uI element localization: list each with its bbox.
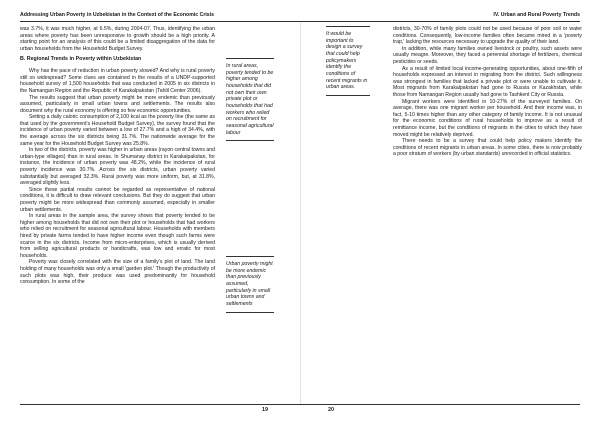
- left-page-body: [20, 26, 215, 286]
- section-heading: B. Regional Trends in Poverty within Uzbekistan: [20, 56, 142, 63]
- paragraph: Migrant workers were identified in 10-27% of the surveyed families. On average, there was one migrant worker per household. And their income was, in fact, 5-10 times higher than any other category of family income. It is not unusual for the economic conditions of rural households to improve as a result of remittance income, but the conditions of migrants in the cities to which they have moved might be relatively deprived.: [393, 98, 582, 138]
- page-number-right: 20: [328, 407, 334, 413]
- paragraph: Setting a daily caloric consumption of 2,100 kcal as the poverty line (the same as that used by the government's Household Budget Survey), the survey found that the incidence of urban poverty varied between a low of 27.7% and a high of 34.4%, with the average across the six districts being 31.7%. The nationwide average for the same year for the Household Budget Survey was 25.8%.: [20, 114, 215, 147]
- paragraph: As a result of limited local income-generating opportunities, about one-fifth of households expressed an interest in migrating from the district. Such willingness was strongest in families that lacked a private plot or were unable to cultivate it. Most migrants from Karakalpakstan had gone to Russia or Kazakhstan, while those from Namangan Region usually had gone to Tashkent City or Russia.: [393, 65, 582, 98]
- paragraph: was 3.7%, it was much higher, at 6.5%, during 2004-07. Thus, identifying the urban areas where poverty has been unresponsive to growth should be a high priority. A starting point for an analysis of this could be a limited disaggregation of the data for urban households from the Household Budget Survey.: [20, 26, 215, 52]
- paragraph: Why has the pace of reduction in urban poverty slowed? And why is rural poverty still so widespread? Some clues are contained in the results of a UNDP-supported household survey of 1,500 households that was conducted in 2005 in six districts in the Namangan Region and the Republic of Karakalpakstan (Tahlil Center 2006).: [20, 68, 215, 94]
- paragraph: In rural areas in the sample area, the survey shows that poverty tended to be higher among households that did not own their plot or households that had workers who relied on recruitment for seasonal agricultural labour. Households with members hired by private farms tended to have higher income even though such farms were scarce in the six districts. Income from micro-enterprises, which is usually derived from selling agricultural products or handicrafts, was low and erratic for most households.: [20, 213, 215, 259]
- page-number-left: 19: [262, 407, 268, 413]
- paragraph: Poverty was closely correlated with the size of a family's plot of land. The land holding of many households was only a small 'garden plot.' Though the productivity of such plots was high, their produce was used predominantly for household consumption. In some of the: [20, 259, 215, 286]
- callout-text: It would be important to design a survey that could help policymakers identify the conditions of recent migrants in urban areas.: [326, 31, 368, 91]
- paragraph: There needs to be a survey that could help policy makers identify the conditions of recent migrants in urban areas. In some cities, there is now probably a poor stratum of workers (by urban standards) unrecorded in official statistics.: [393, 138, 582, 158]
- paragraph: Since these partial results cannot be regarded as representative of national conditions, it is difficult to draw relevant conclusions. But they do suggest that urban poverty might be more widespread than commonly assumed, especially in smaller urban settlements.: [20, 186, 215, 213]
- paragraph: The results suggest that urban poverty might be more endemic than previously assumed, particularly in small urban towns and settlements. The results also document why the rural economy is offering so few economic opportunities.: [20, 94, 215, 114]
- running-header-left: Addressing Urban Poverty in Uzbekistan in the Context of the Economic Crisis: [20, 12, 214, 18]
- page-gutter: [300, 22, 301, 404]
- callout-text: In rural areas, poverty tended to be higher among households that did not own their own private plot or households that had workers who relied on recruitment for seasonal agricultural labour: [226, 63, 274, 136]
- footer-rule: [20, 404, 580, 405]
- paragraph: districts, 30-70% of family plots could not be used because of poor soil or water conditions. Consequently, low-income families often became mired in a 'poverty trap,' lacking the resources necessary to upgrade the quality of their land.: [393, 26, 582, 46]
- paragraph: In two of the districts, poverty was higher in urban areas (rayon central towns and urban-type villages) than in rural areas. In Shumanay district in Karakalpakstan, for instance, the incidence of urban poverty was 48.2%, while the incidence of rural poverty incidence was 30.7%. Across the six districts, urban poverty varied substantially but averaged 32.3%. Rural poverty was more uniform, but, at 31.8%, averaged slightly less.: [20, 147, 215, 187]
- running-header-right: IV. Urban and Rural Poverty Trends: [493, 12, 580, 18]
- sidebar-callout-migrants: [326, 26, 370, 96]
- sidebar-callout-urban-poverty: [226, 256, 274, 313]
- paragraph: In addition, while many families owned livestock or poultry, such assets were usually meagre. Moreover, they faced a perennial shortage of fertilizers, chemical pesticides or seeds.: [393, 45, 582, 65]
- right-page-body: [393, 26, 582, 158]
- sidebar-callout-rural-poverty: [226, 58, 274, 141]
- callout-text: Urban poverty might be more endemic than previously assumed, particularly in small urban towns and settlements: [226, 261, 273, 307]
